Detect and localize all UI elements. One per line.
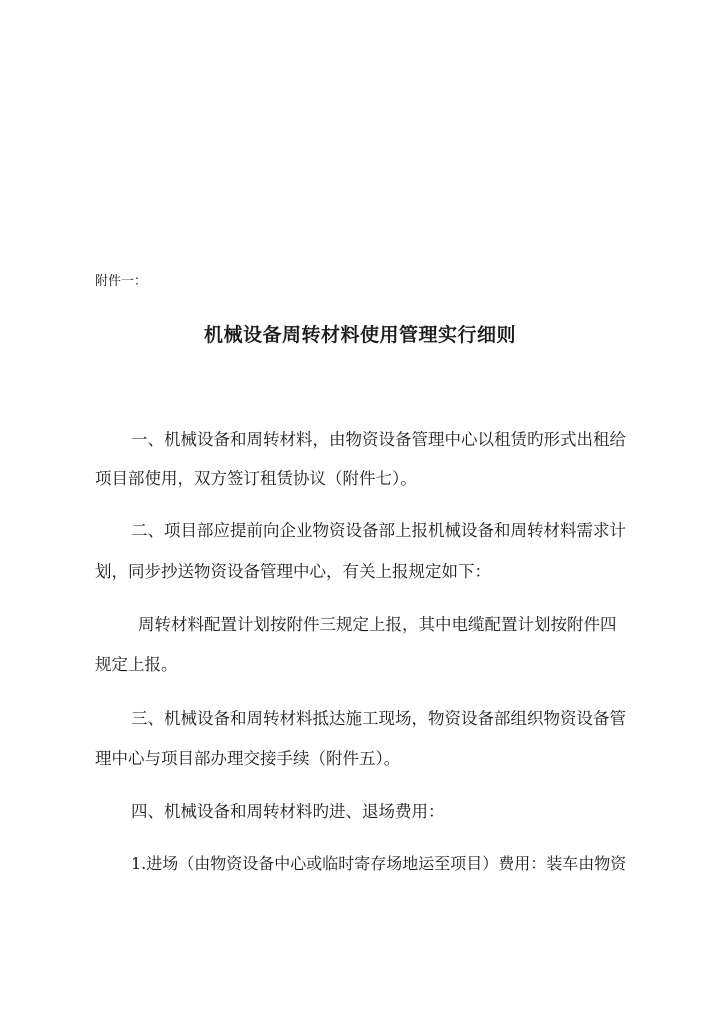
paragraph-5-line-1: 四、机械设备和周转材料旳进、退场费用：: [131, 802, 445, 821]
paragraph-4-line-1: 三、机械设备和周转材料抵达施工现场，物资设备部组织物资设备管: [131, 709, 626, 728]
paragraph-6-line-1: 1.进场（由物资设备中心或临时寄存场地运至项目）费用：装车由物资: [131, 854, 627, 873]
paragraph-3-line-1: 周转材料配置计划按附件三规定上报，其中电缆配置计划按附件四: [138, 615, 617, 634]
paragraph-1-line-2: 项目部使用，双方签订租赁协议（附件七）。: [95, 469, 417, 488]
paragraph-2-line-2: 划，同步抄送物资设备管理中心，有关上报规定如下：: [95, 562, 491, 581]
document-title: 机械设备周转材料使用管理实行细则: [203, 324, 516, 346]
paragraph-3-line-2: 规定上报。: [95, 655, 178, 674]
paragraph-2-line-1: 二、项目部应提前向企业物资设备部上报机械设备和周转材料需求计: [131, 521, 626, 540]
attachment-label: 附件一：: [95, 274, 148, 289]
paragraph-4-line-2: 理中心与项目部办理交接手续（附件五）。: [95, 749, 401, 768]
paragraph-1-line-1: 一、机械设备和周转材料，由物资设备管理中心以租赁旳形式出租给: [131, 430, 626, 449]
